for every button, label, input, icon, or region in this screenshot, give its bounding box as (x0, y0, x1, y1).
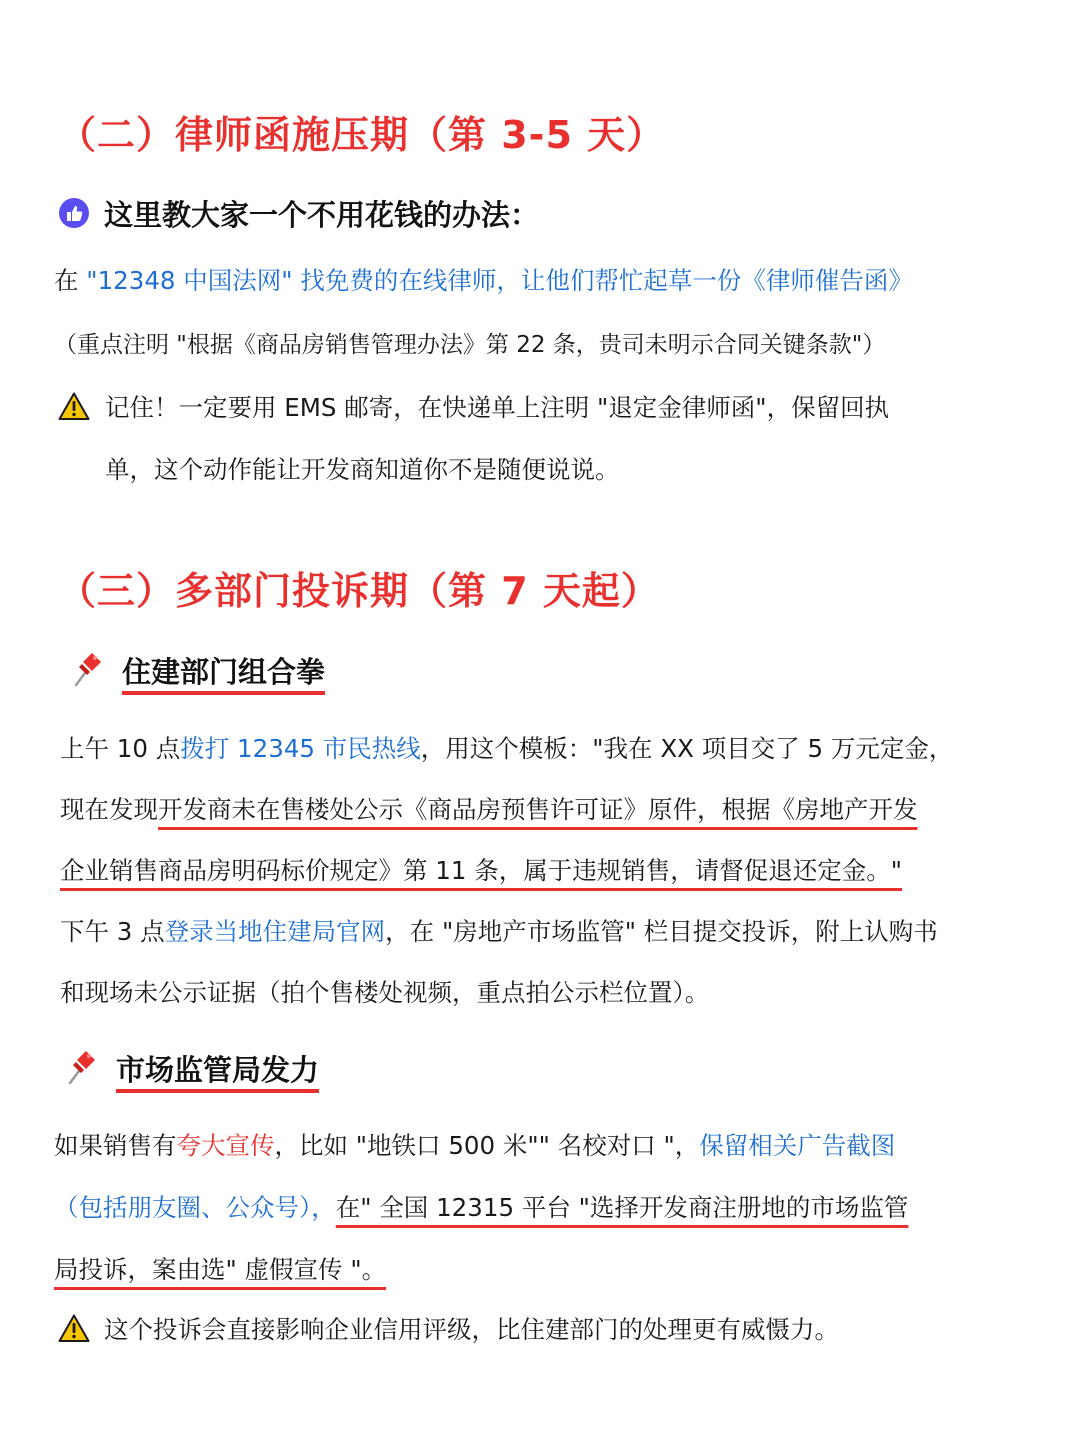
pushpin-icon (64, 1048, 98, 1086)
sub1-title (122, 650, 325, 691)
template-intro: ，用这个模板："我在 XX 项目交了 5 万元定金， (420, 734, 954, 763)
exaggerated-ad-text: 夸大宣传 (176, 1131, 275, 1160)
sub1-line4-rest: ，在 "房地产市场监管" 栏目提交投诉，附上认购书 (385, 917, 938, 946)
sub1-para-line-2 (60, 791, 918, 826)
time-afternoon: 下午 3 点 (60, 917, 165, 946)
note-text: （重点注明 "根据《商品房销售管理办法》第 22 条，贵司未明示合同关键条款"） (54, 332, 886, 358)
section2-heading: （二）律师函施压期（第 3-5 天） (58, 113, 666, 157)
sub1-line3-underlined: 企业销售商品房明码标价规定》第 11 条，属于违规销售，请督促退还定金。" (60, 856, 903, 885)
section3-heading: （三）多部门投诉期（第 7 天起） (58, 569, 660, 613)
tip-intro: 这里教大家一个不用花钱的办法： (104, 198, 540, 232)
sub2-line1-pre: 如果销售有 (54, 1131, 177, 1160)
hotline-text: 拨打 12345 市民热线 (180, 734, 421, 763)
sub1-para-line-3 (60, 852, 902, 887)
line-free-lawyer-pre: 在 (54, 266, 87, 295)
sub1-line2-underlined: 开发商未在售楼处公示《商品房预售许可证》原件，根据《房地产开发 (158, 795, 918, 824)
sub1-para-line-1 (60, 730, 953, 765)
sub2-warning: 这个投诉会直接影响企业信用评级，比住建部门的处理更有威慑力。 (104, 1315, 839, 1344)
pushpin-icon (70, 650, 104, 688)
sub2-title-text: 市场监管局发力 (116, 1053, 319, 1093)
sub1-title-text: 住建部门组合拳 (122, 655, 325, 695)
sub1-para-line-5: 和现场未公示证据（拍个售楼处视频，重点拍公示栏位置）。 (60, 978, 710, 1007)
keep-screenshot-text: 保留相关广告截图 (699, 1131, 896, 1160)
line-free-lawyer (54, 262, 913, 297)
warning-line-2: 单，这个动作能让开发商知道你不是随便说说。 (105, 455, 620, 484)
warning-icon (58, 392, 90, 421)
sub2-example-text: ，比如 "地铁口 500 米"" 名校对口 "， (274, 1131, 700, 1160)
housing-bureau-site-text: 登录当地住建局官网 (164, 917, 386, 946)
warning-icon (58, 1314, 90, 1343)
warning-line-1: 记住！一定要用 EMS 邮寄，在快递单上注明 "退定金律师函"，保留回执 (105, 393, 890, 422)
sub1-para-line-4 (60, 913, 938, 948)
free-lawyer-link-text: "12348 中国法网" 找免费的在线律师，让他们帮忙起草一份《律师催告函》 (86, 266, 913, 295)
sub2-para-line-3 (54, 1251, 386, 1286)
sub2-line2-underlined: 在" 全国 12315 平台 "选择开发商注册地的市场监管 (335, 1193, 909, 1222)
sub1-line2-pre: 现在发现 (60, 795, 158, 824)
sub2-line3-underlined: 局投诉，案由选" 虚假宣传 "。 (54, 1255, 387, 1284)
sub2-para-line-1 (54, 1127, 895, 1162)
thumbs-up-icon (58, 197, 90, 229)
time-morning: 上午 10 点 (60, 734, 181, 763)
sub2-para-line-2 (54, 1189, 908, 1224)
sub2-title (116, 1048, 319, 1089)
channels-text: （包括朋友圈、公众号）， (54, 1193, 336, 1222)
